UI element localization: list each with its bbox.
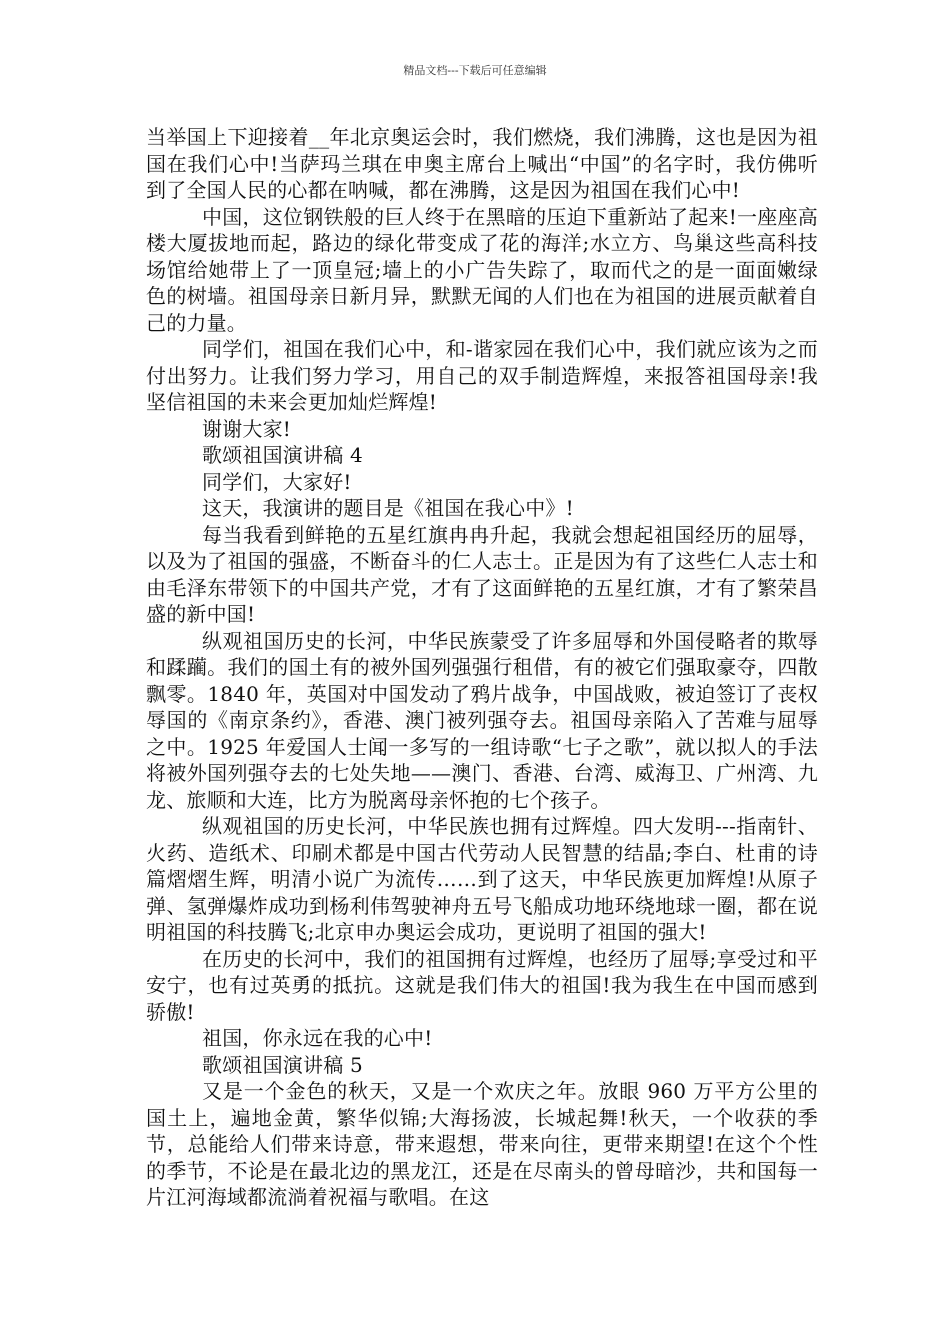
paragraph: 谢谢大家! xyxy=(202,416,292,441)
page-header: 精品文档---下载后可任意编辑 xyxy=(403,64,547,77)
paragraph: 歌颂祖国演讲稿 4 xyxy=(202,443,363,467)
paragraph: 在历史的长河中，我们的祖国拥有过辉煌，也经历了屈辱;享受过和平安宁，也有过英勇的抵抗。这就是我们伟大的祖国!我为我生在中国而感到骄傲! xyxy=(146,946,818,1024)
paragraph: 纵观祖国的历史长河，中华民族也拥有过辉煌。四大发明---指南针、火药、造纸术、印刷术都是中国古代劳动人民智慧的结晶;李白、杜甫的诗篇熠熠生辉，明清小说广为流传……到了这天，中华民族更加辉煌!从原子弹、氢弹爆炸成功到杨利伟驾驶神舟五号飞船成功地环绕地球一圈，都在说明祖国的科技腾飞;北京申办奥运会成功，更说明了祖国的强大! xyxy=(146,814,818,944)
paragraph: 每当我看到鲜艳的五星红旗冉冉升起，我就会想起祖国经历的屈辱，以及为了祖国的强盛，不断奋斗的仁人志士。正是因为有了这些仁人志士和由毛泽东带领下的中国共产党，才有了这面鲜艳的五星红旗，才有了繁荣昌盛的新中国! xyxy=(146,522,818,626)
paragraph: 中国，这位钢铁般的巨人终于在黑暗的压迫下重新站了起来!一座座高楼大厦拔地而起，路边的绿化带变成了花的海洋;水立方、鸟巢这些高科技场馆给她带上了一顶皇冠;墙上的小广告失踪了，取而代之的是一面面嫩绿色的树墙。祖国母亲日新月异，默默无闻的人们也在为祖国的进展贡献着自己的力量。 xyxy=(146,204,818,335)
paragraph: 又是一个金色的秋天，又是一个欢庆之年。放眼 960 万平方公里的国土上，遍地金黄，繁华似锦;大海扬波，长城起舞!秋天，一个收获的季节，总能给人们带来诗意，带来遐想，带来向往，更带来期望!在这个个性的季节，不论是在最北边的黑龙江，还是在尽南头的曾母暗沙，共和国每一片江河海域都流淌着祝福与歌唱。在这 xyxy=(146,1079,818,1209)
document-body xyxy=(146,124,818,1211)
paragraph: 同学们，大家好! xyxy=(202,469,352,494)
paragraph: 歌颂祖国演讲稿 5 xyxy=(202,1052,363,1077)
paragraph: 同学们，祖国在我们心中，和-谐家园在我们心中，我们就应该为之而付出努力。让我们努力学习，用自己的双手制造辉煌，来报答祖国母亲!我坚信祖国的未来会更加灿烂辉煌! xyxy=(146,337,818,414)
paragraph: 纵观祖国历史的长河，中华民族蒙受了许多屈辱和外国侵略者的欺辱和蹂躏。我们的国土有的被外国列强强行租借，有的被它们强取豪夺，四散飘零。1840 年，英国对中国发动了鸦片战争，中国战败，被迫签订了丧权辱国的《南京条约》，香港、澳门被列强夺去。祖国母亲陷入了苦难与屈辱之中。1925 年爱国人士闻一多写的一组诗歌“七子之歌”，就以拟人的手法将被外国列强夺去的七处失地——澳门、香港、台湾、威海卫、广州湾、九龙、旅顺和大连，比方为脱离母亲怀抱的七个孩子。 xyxy=(146,628,818,812)
paragraph: 祖国，你永远在我的心中! xyxy=(202,1026,433,1050)
paragraph: 这天，我演讲的题目是《祖国在我心中》! xyxy=(202,496,574,520)
paragraph: 当举国上下迎接着__年北京奥运会时，我们燃烧，我们沸腾，这也是因为祖国在我们心中!当萨玛兰琪在申奥主席台上喊出“中国”的名字时，我仿佛听到了全国人民的心都在呐喊，都在沸腾，这是因为祖国在我们心中! xyxy=(146,125,818,202)
